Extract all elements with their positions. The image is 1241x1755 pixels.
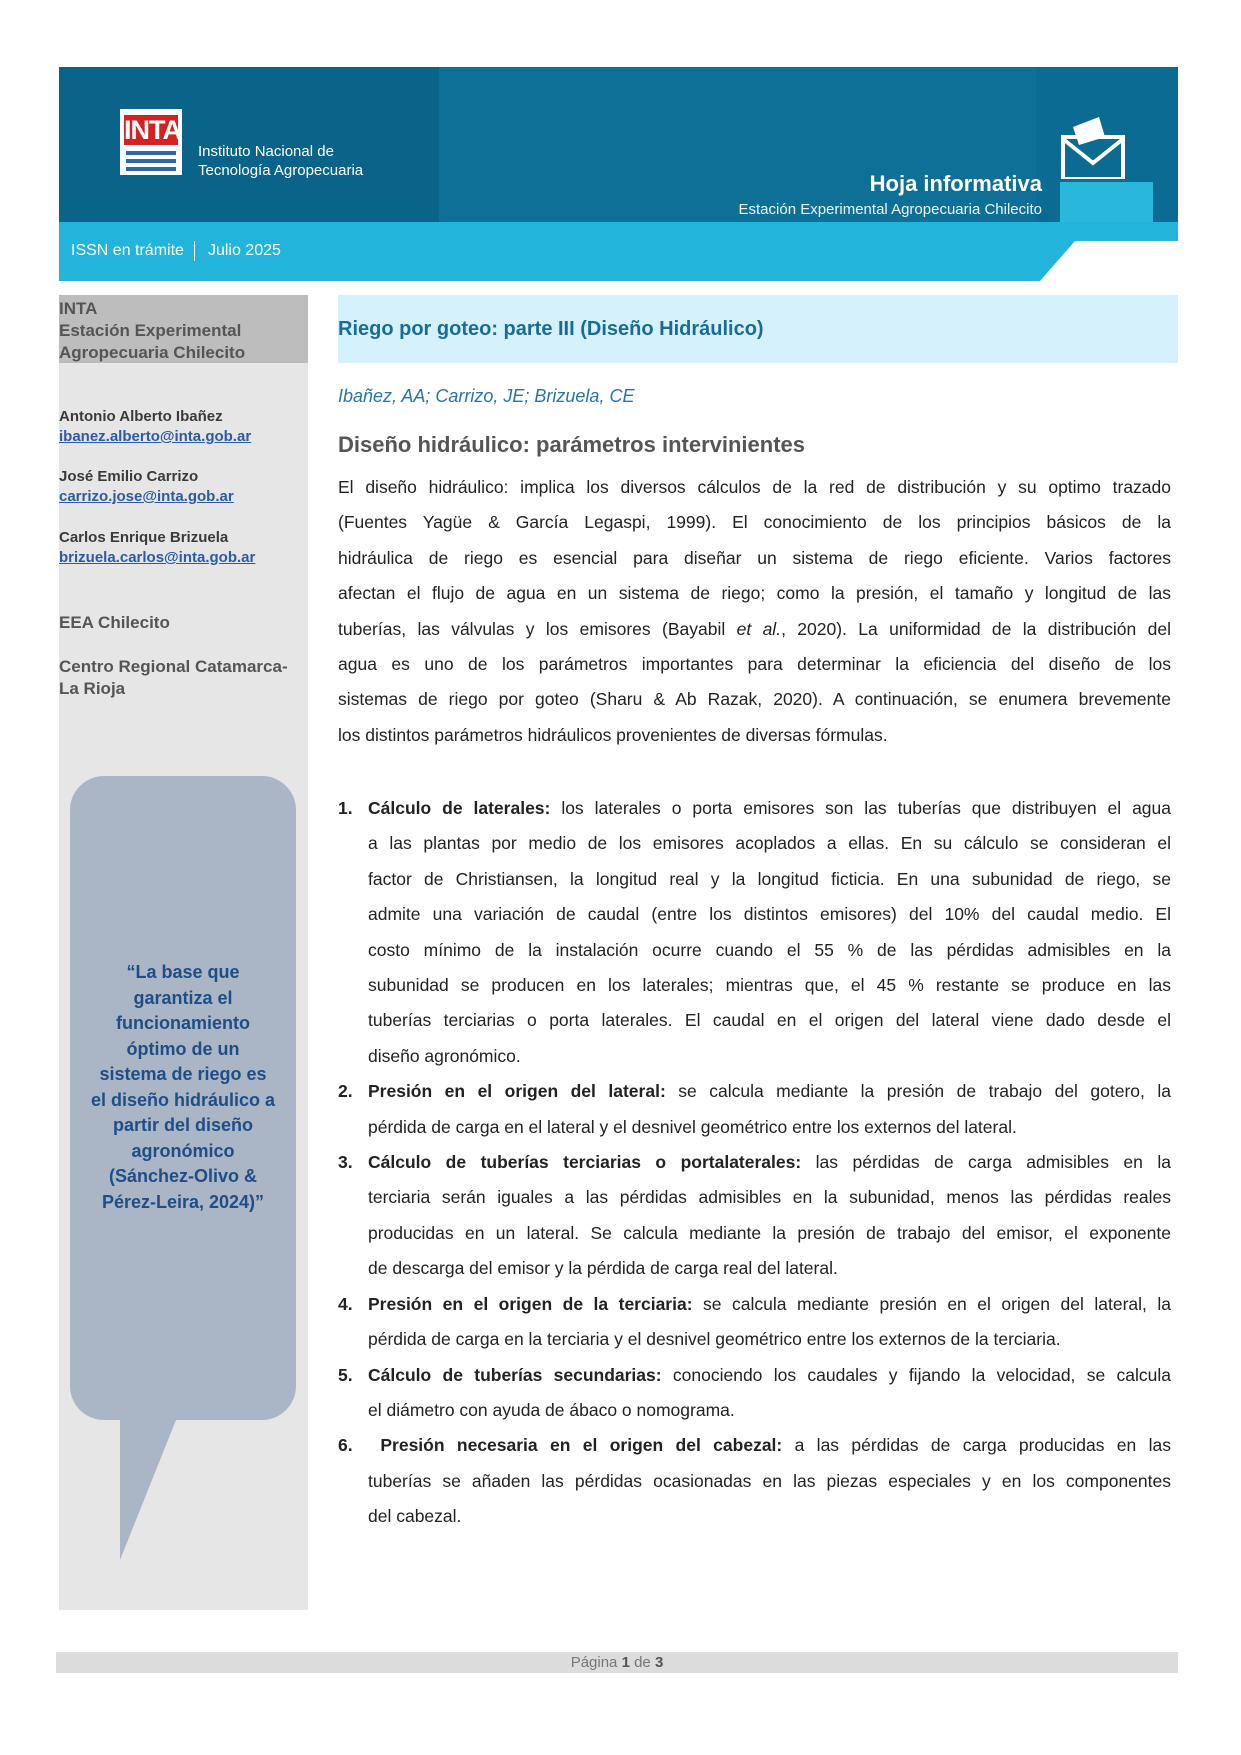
list-item: 4. Presión en el origen de la terciaria: se calcula mediante presión en el origen del lateral, la pérdida de carga en la terciaria y el desnivel geométrico entre los externos de la terciaria. bbox=[338, 1287, 1171, 1358]
list-item: 3. Cálculo de tuberías terciarias o portalaterales: las pérdidas de carga admisibles en la terciaria serán iguales a las pérdidas admisibles en la subunidad, menos las pérdidas reales producidas en un lateral. Se calcula mediante la presión de trabajo del emisor, el exponente de descarga del emisor y la pérdida de carga real del lateral. bbox=[338, 1145, 1171, 1287]
article-title: Riego por goteo: parte III (Diseño Hidráulico) bbox=[338, 318, 764, 340]
logo-stripe bbox=[126, 151, 176, 155]
parameters-list bbox=[338, 791, 1171, 1535]
logo-stripe bbox=[126, 159, 176, 163]
author-name: José Emilio Carrizo bbox=[59, 468, 199, 485]
list-item: 5. Cálculo de tuberías secundarias: conociendo los caudales y fijando la velocidad, se calcula el diámetro con ayuda de ábaco o nomograma. bbox=[338, 1358, 1171, 1429]
author-entry bbox=[59, 467, 234, 507]
station-name: Estación Experimental Agropecuaria Chilecito bbox=[738, 201, 1042, 218]
section-heading: Diseño hidráulico: parámetros intervinientes bbox=[338, 432, 806, 457]
item-term: Cálculo de tuberías secundarias: bbox=[368, 1364, 662, 1385]
author-name: Antonio Alberto Ibañez bbox=[59, 408, 223, 425]
envelope-icon bbox=[1059, 109, 1127, 179]
issue-date: Julio 2025 bbox=[207, 242, 281, 260]
author-email-link[interactable]: carrizo.jose@inta.gob.ar bbox=[59, 488, 234, 505]
regional-center-label: Centro Regional Catamarca- La Rioja bbox=[59, 657, 288, 698]
intro-paragraph: El diseño hidráulico: implica los diversos cálculos de la red de distribución y su optimo trazado (Fuentes Yagüe & García Legaspi, 1999). El conocimiento de los principios básicos de la hidráulica de riego es esencial para diseñar un sistema de riego eficiente. Varios factores afectan el flujo de agua en un sistema de riego; como la presión, el tamaño y longitud de las tuberías, las válvulas y los emisores (Bayabil et al., 2020). La uniformidad de la distribución del agua es uno de los parámetros importantes para determinar la eficiencia del diseño de los sistemas de riego por goteo (Sharu & Ab Razak, 2020). A continuación, se enumera brevemente los distintos parámetros hidráulicos provenientes de diversas fórmulas. bbox=[338, 477, 1171, 745]
item-term: Presión necesaria en el origen del cabezal: bbox=[368, 1435, 783, 1456]
page-word: Página bbox=[570, 1654, 618, 1671]
logo-wordmark: INTA bbox=[124, 115, 181, 145]
page-number: 1 bbox=[621, 1654, 630, 1671]
org-name: Instituto Nacional de Tecnología Agropecuaria bbox=[198, 143, 364, 179]
item-term: Presión en el origen de la terciaria: bbox=[368, 1293, 693, 1314]
item-term: Cálculo de tuberías terciarias o portalaterales: bbox=[368, 1152, 802, 1173]
list-item: 1. Cálculo de laterales: los laterales o porta emisores son las tuberías que distribuyen el agua a las plantas por medio de los emisores acoplados a ellas. En su cálculo se consideran el factor de Christiansen, la longitud real y la longitud ficticia. En una subunidad de riego, se admite una variación de caudal (entre los distintos emisores) del 10% del caudal medio. El costo mínimo de la instalación ocurre cuando el 55 % de las pérdidas admisibles en la subunidad se producen en los laterales; mientras que, el 45 % restante se produce en las tuberías terciarias o porta laterales. El caudal en el origen del lateral viene dado desde el diseño agronómico. bbox=[338, 791, 1171, 1074]
inta-logo bbox=[120, 109, 182, 175]
list-item: 6. Presión necesaria en el origen del cabezal: a las pérdidas de carga producidas en las tuberías se añaden las pérdidas ocasionadas en las piezas especiales y en los componentes del cabezal. bbox=[338, 1428, 1171, 1534]
author-name: Carlos Enrique Brizuela bbox=[59, 529, 229, 546]
of-word: de bbox=[634, 1654, 651, 1671]
author-email-link[interactable]: ibanez.alberto@inta.gob.ar bbox=[59, 428, 252, 445]
list-number: 6. bbox=[338, 1435, 353, 1456]
list-number: 4. bbox=[338, 1293, 353, 1314]
sidebar-org: INTA Estación Experimental Agropecuaria Chilecito bbox=[59, 299, 246, 362]
issue-info bbox=[71, 241, 281, 261]
logo-stripe bbox=[126, 167, 176, 171]
page-footer bbox=[56, 1652, 1178, 1673]
list-number: 5. bbox=[338, 1364, 353, 1385]
sheet-title: Hoja informativa bbox=[869, 171, 1042, 196]
list-number: 2. bbox=[338, 1081, 353, 1102]
author-email-link[interactable]: brizuela.carlos@inta.gob.ar bbox=[59, 549, 256, 566]
author-entry bbox=[59, 407, 251, 447]
list-number: 3. bbox=[338, 1152, 353, 1173]
list-item: 2. Presión en el origen del lateral: se calcula mediante la presión de trabajo del gotero, la pérdida de carga en el lateral y el desnivel geométrico entre los externos del lateral. bbox=[338, 1074, 1171, 1145]
article-authors: Ibañez, AA; Carrizo, JE; Brizuela, CE bbox=[338, 386, 635, 406]
pull-quote: “La base que garantiza el funcionamiento óptimo de un sistema de riego es el diseño hidráulico a partir del diseño agronómico (Sánchez-Olivo & Pérez-Leira, 2024)” bbox=[90, 962, 276, 1212]
envelope-base bbox=[1060, 182, 1153, 222]
page-total: 3 bbox=[654, 1654, 664, 1671]
separator bbox=[194, 241, 195, 261]
item-term: Presión en el origen del lateral: bbox=[368, 1081, 666, 1102]
issn-label: ISSN en trámite bbox=[71, 242, 184, 260]
item-term: Cálculo de laterales: bbox=[368, 798, 551, 818]
eea-label: EEA Chilecito bbox=[59, 613, 170, 632]
header-banner bbox=[59, 67, 1178, 222]
author-entry bbox=[59, 528, 255, 568]
list-number: 1. bbox=[338, 798, 353, 818]
